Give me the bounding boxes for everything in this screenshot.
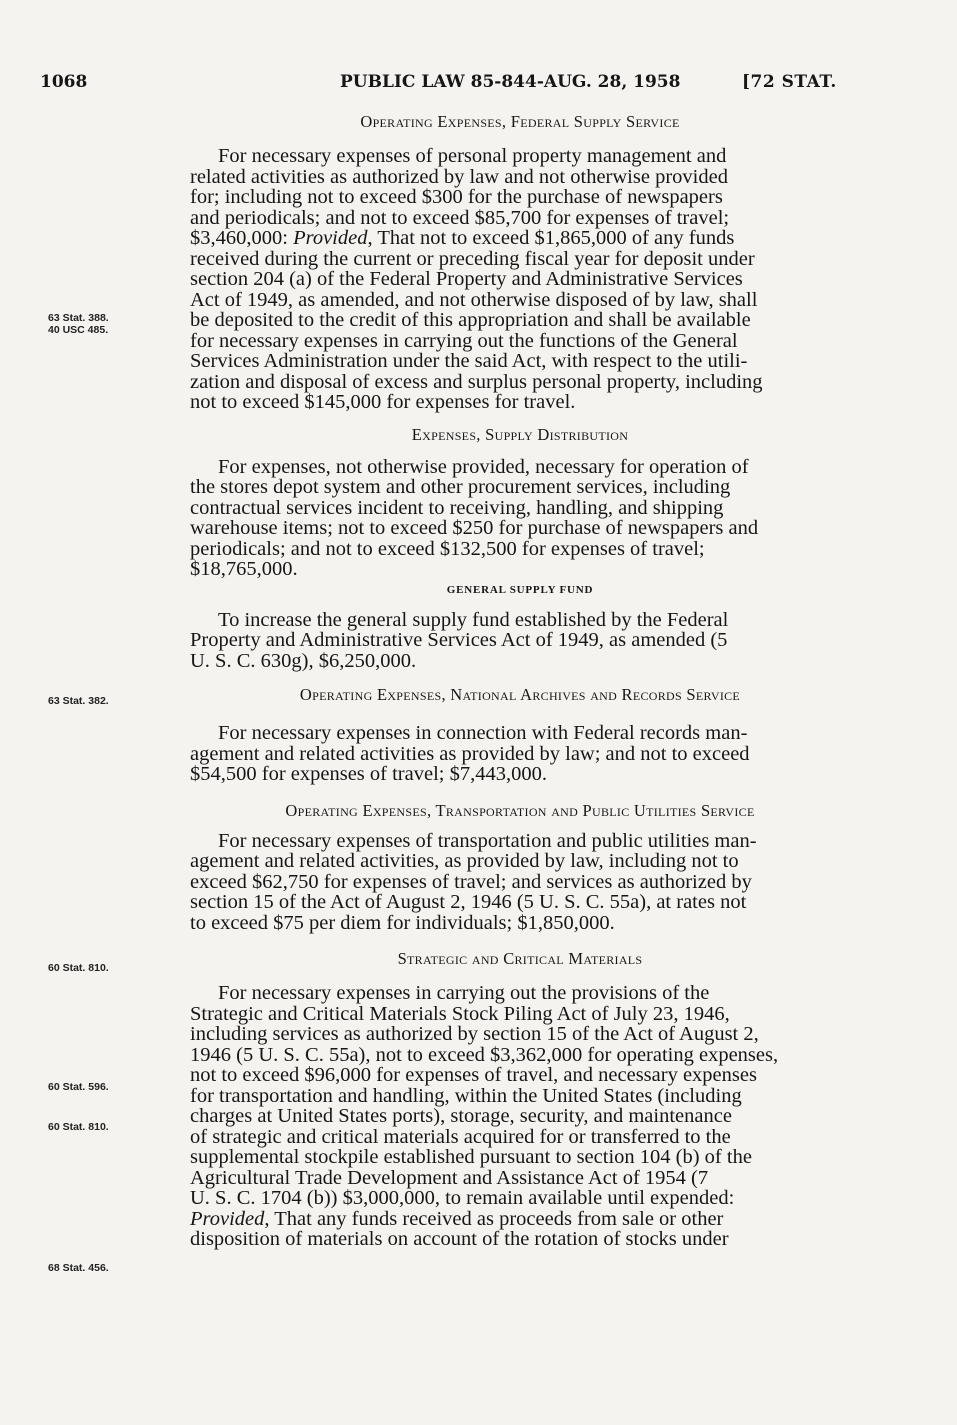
text-line: for necessary expenses in carrying out the functions of the General	[190, 329, 738, 352]
text-line: and periodicals; and not to exceed $85,700 for expenses of travel;	[190, 206, 730, 229]
text-line: Property and Administrative Services Act of 1949, as amended (5	[190, 629, 728, 651]
text-line: For necessary expenses in connection with Federal records man-	[218, 722, 748, 744]
text-line: contractual services incident to receiving, handling, and shipping	[190, 496, 724, 519]
margin-citation: 68 Stat. 456.	[48, 1262, 109, 1274]
text-line: 1946 (5 U. S. C. 55a), not to exceed $3,362,000 for operating expenses,	[190, 1043, 779, 1066]
text-line: Strategic and Critical Materials Stock Piling Act of July 23, 1946,	[190, 1002, 730, 1025]
text-line: section 15 of the Act of August 2, 1946 (5 U. S. C. 55a), at rates not	[190, 891, 747, 913]
text-line: section 204 (a) of the Federal Property and Administrative Services	[190, 268, 743, 290]
statute-body	[190, 112, 850, 1250]
text-line: disposition of materials on account of the rotation of stocks under	[190, 1228, 729, 1250]
section-heading: Operating Expenses, Federal Supply Service	[360, 112, 680, 131]
section-paragraph	[190, 457, 850, 580]
section-paragraph	[190, 723, 850, 785]
running-head	[0, 72, 957, 98]
text-line: For expenses, not otherwise provided, necessary for operation of	[218, 455, 749, 478]
proviso-term: Provided	[293, 227, 368, 249]
text-line: periodicals; and not to exceed $132,500 for expenses of travel;	[190, 537, 705, 560]
text-line: agement and related activities, as provided by law, including not to	[190, 850, 739, 872]
margin-citation: 60 Stat. 810.	[48, 1121, 109, 1133]
section-heading: GENERAL SUPPLY FUND	[446, 583, 594, 596]
text-line: $18,765,000.	[190, 558, 298, 580]
text-line	[190, 228, 850, 249]
text-line: For necessary expenses of personal property management and	[218, 145, 727, 167]
text-line: not to exceed $145,000 for expenses for travel.	[190, 391, 576, 413]
text-run: , That any funds received as proceeds from sale or other	[264, 1207, 724, 1230]
text-run: , That not to exceed $1,865,000 of any funds	[367, 227, 735, 249]
text-line	[190, 1209, 850, 1230]
text-line: Act of 1949, as amended, and not otherwise disposed of by law, shall	[190, 288, 758, 311]
margin-citation	[48, 312, 109, 336]
margin-citation: 60 Stat. 596.	[48, 1081, 109, 1093]
text-line: charges at United States ports), storage, security, and maintenance	[190, 1105, 732, 1127]
text-line: zation and disposal of excess and surplus personal property, including	[190, 370, 763, 393]
text-line: the stores depot system and other procurement services, including	[190, 476, 731, 498]
section-paragraph	[190, 983, 850, 1250]
section-heading: Operating Expenses, Transportation and Public Utilities Service	[285, 800, 755, 820]
text-line: supplemental stockpile established pursuant to section 104 (b) of the	[190, 1146, 752, 1168]
margin-note-line: 40 USC 485.	[48, 324, 109, 336]
text-line: to exceed $75 per diem for individuals; $1,850,000.	[190, 911, 615, 934]
text-run: $3,460,000:	[190, 227, 288, 249]
text-line: be deposited to the credit of this appropriation and shall be available	[190, 309, 751, 331]
running-title: PUBLIC LAW 85-844-AUG. 28, 1958	[340, 72, 681, 92]
text-line: For necessary expenses of transportation and public utilities man-	[218, 829, 757, 852]
section-heading: Expenses, Supply Distribution	[411, 424, 629, 444]
margin-note-line: 63 Stat. 388.	[48, 312, 109, 324]
text-line: $54,500 for expenses of travel; $7,443,000.	[190, 763, 547, 785]
section-paragraph	[190, 831, 850, 934]
section-paragraph	[190, 610, 850, 672]
text-line: including services as authorized by section 15 of the Act of August 2,	[190, 1023, 759, 1045]
margin-citation: 63 Stat. 382.	[48, 695, 109, 707]
text-line: related activities as authorized by law and not otherwise provided	[190, 165, 728, 188]
volume-reference: [72 STAT.	[742, 72, 837, 92]
proviso-term: Provided	[190, 1207, 265, 1230]
text-line: Agricultural Trade Development and Assistance Act of 1954 (7	[190, 1166, 709, 1189]
text-line: U. S. C. 1704 (b)) $3,000,000, to remain available until expended:	[190, 1187, 735, 1209]
text-line: Services Administration under the said Act, with respect to the utili-	[190, 350, 748, 372]
section-heading: Strategic and Critical Materials	[397, 949, 643, 968]
text-line: of strategic and critical materials acquired for or transferred to the	[190, 1125, 731, 1148]
text-line: received during the current or preceding fiscal year for deposit under	[190, 247, 755, 270]
text-line: For necessary expenses in carrying out the provisions of the	[218, 982, 710, 1004]
page-number: 1068	[40, 72, 88, 92]
text-line: for; including not to exceed $300 for the purchase of newspapers	[190, 186, 723, 208]
text-line: warehouse items; not to exceed $250 for purchase of newspapers and	[190, 517, 759, 539]
text-line: not to exceed $96,000 for expenses of travel, and necessary expenses	[190, 1064, 757, 1086]
section-paragraph	[190, 146, 850, 413]
margin-citation: 60 Stat. 810.	[48, 962, 109, 974]
text-line: To increase the general supply fund established by the Federal	[218, 608, 729, 631]
text-line: exceed $62,750 for expenses of travel; and services as authorized by	[190, 870, 752, 893]
section-heading: Operating Expenses, National Archives and Records Service	[299, 685, 741, 704]
text-line: U. S. C. 630g), $6,250,000.	[190, 649, 417, 672]
text-line: agement and related activities as provided by law; and not to exceed	[190, 742, 750, 765]
text-line: for transportation and handling, within the United States (including	[190, 1084, 742, 1107]
